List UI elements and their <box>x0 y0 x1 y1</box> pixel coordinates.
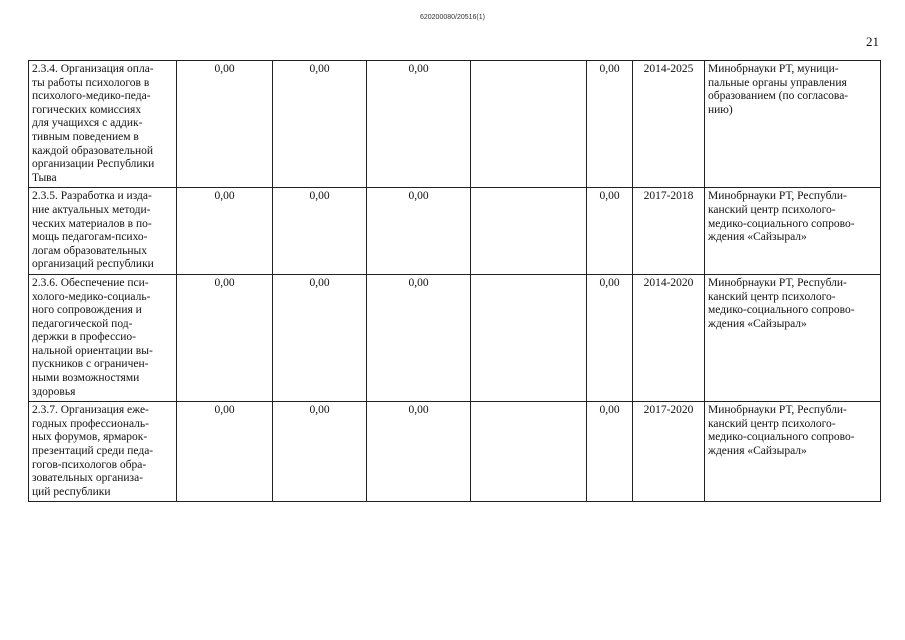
value-cell: 0,00 <box>587 274 633 401</box>
value-cell: 0,00 <box>177 402 273 502</box>
table-row <box>29 402 881 502</box>
period-cell: 2014-2020 <box>633 274 705 401</box>
table-row <box>29 274 881 401</box>
value-cell: 0,00 <box>273 402 367 502</box>
value-cell: 0,00 <box>273 61 367 188</box>
value-cell: 0,00 <box>367 188 471 275</box>
value-cell <box>471 274 587 401</box>
measure-name-cell: 2.3.4. Организация опла- ты работы психологов в психолого-медико-педа- гогических комиссиях для учащихся с аддик- тивным поведением в каждой образовательной организации Республики Тыва <box>29 61 177 188</box>
value-cell <box>471 402 587 502</box>
value-cell: 0,00 <box>177 61 273 188</box>
value-cell: 0,00 <box>367 402 471 502</box>
value-cell <box>471 188 587 275</box>
value-cell <box>471 61 587 188</box>
measure-name-cell: 2.3.7. Организация еже- годных профессиональ- ных форумов, ярмарок- презентаций среди педа- гогов-психологов обра- зовательных организа- ций республики <box>29 402 177 502</box>
executor-cell: Минобрнауки РТ, Республи- канский центр психолого- медико-социального сопрово- ждения «Сайзырал» <box>705 188 881 275</box>
executor-cell: Минобрнауки РТ, муници- пальные органы управления образованием (по согласова- нию) <box>705 61 881 188</box>
document-code: 620200080/20516(1) <box>419 14 485 21</box>
value-cell: 0,00 <box>587 61 633 188</box>
program-measures-table <box>28 60 881 502</box>
value-cell: 0,00 <box>587 188 633 275</box>
table-row <box>29 61 881 188</box>
value-cell: 0,00 <box>177 274 273 401</box>
period-cell: 2014-2025 <box>633 61 705 188</box>
value-cell: 0,00 <box>587 402 633 502</box>
page-number: 21 <box>866 34 879 49</box>
value-cell: 0,00 <box>177 188 273 275</box>
value-cell: 0,00 <box>273 188 367 275</box>
value-cell: 0,00 <box>367 274 471 401</box>
measure-name-cell: 2.3.6. Обеспечение пси- холого-медико-социаль- ного сопровождения и педагогической под- держки в профессио- нальной ориентации вы- пускников с ограничен- ными возможностями здоровья <box>29 274 177 401</box>
period-cell: 2017-2018 <box>633 188 705 275</box>
executor-cell: Минобрнауки РТ, Республи- канский центр психолого- медико-социального сопрово- ждения «Сайзырал» <box>705 402 881 502</box>
table-row <box>29 188 881 275</box>
period-cell: 2017-2020 <box>633 402 705 502</box>
value-cell: 0,00 <box>273 274 367 401</box>
measure-name-cell: 2.3.5. Разработка и изда- ние актуальных методи- ческих материалов в по- мощь педагогам-психо- логам образовательных организаций республики <box>29 188 177 275</box>
value-cell: 0,00 <box>367 61 471 188</box>
executor-cell: Минобрнауки РТ, Республи- канский центр психолого- медико-социального сопрово- ждения «Сайзырал» <box>705 274 881 401</box>
